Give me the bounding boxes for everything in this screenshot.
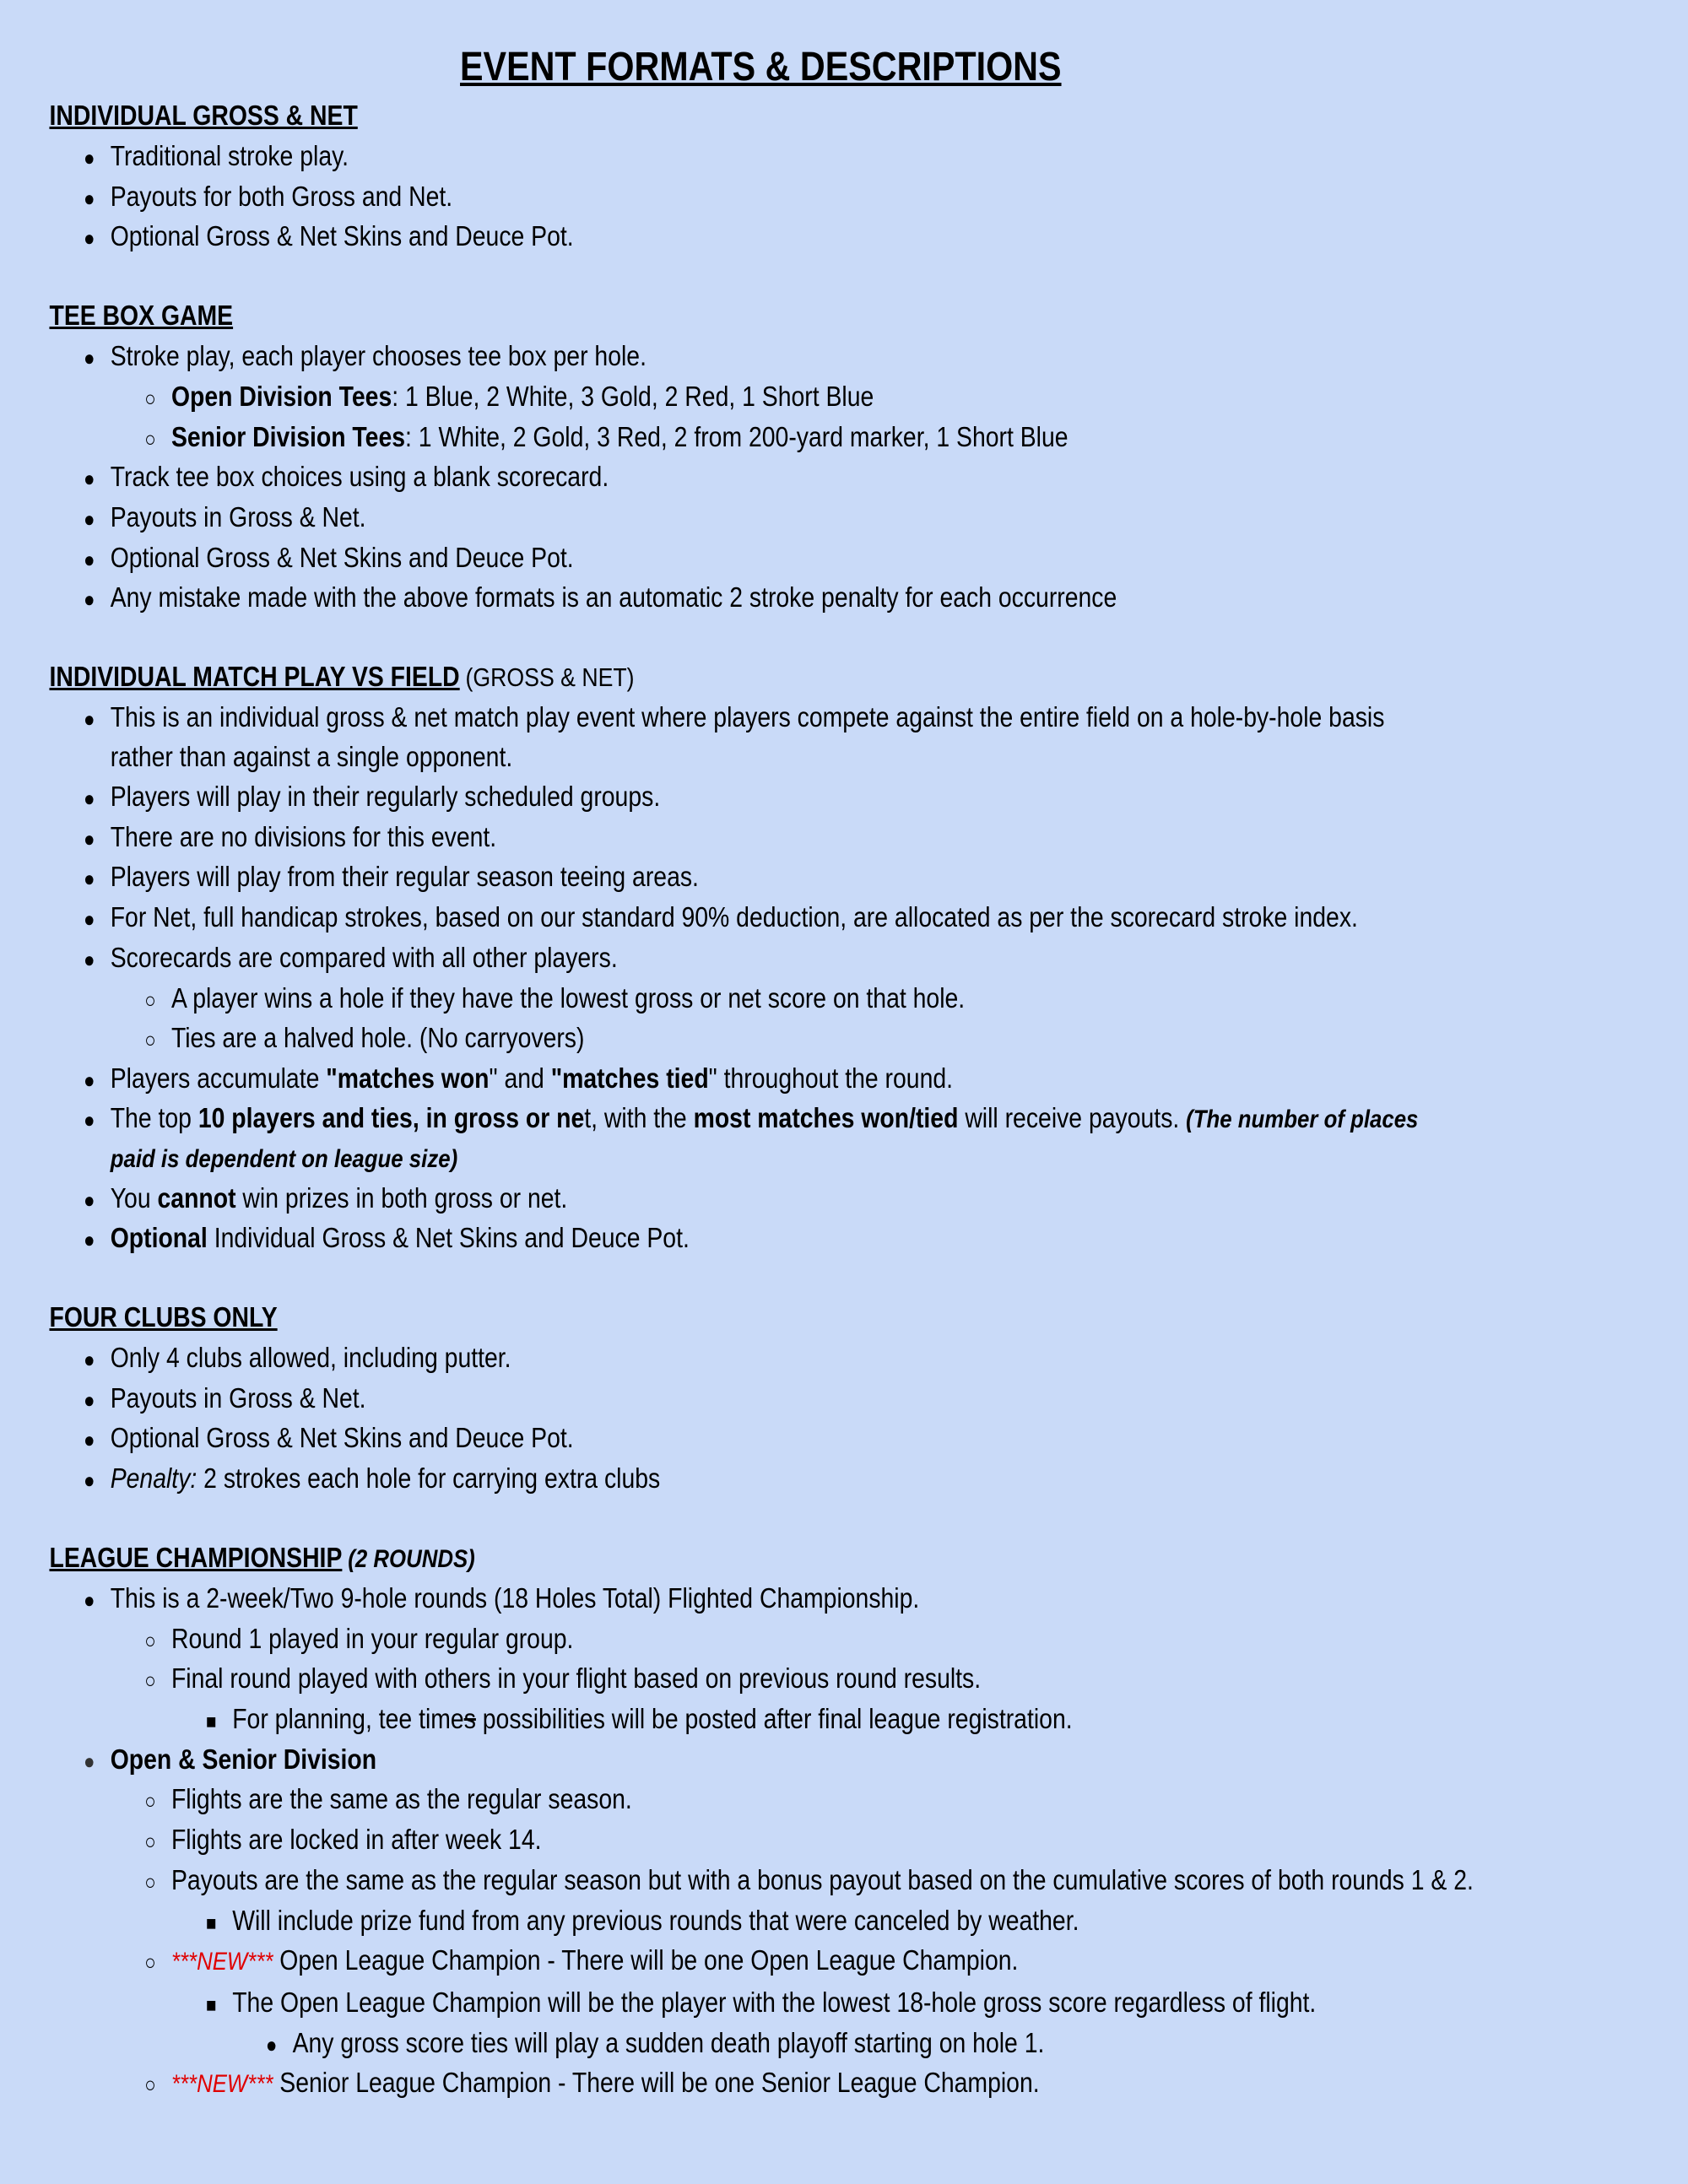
bullet-icon bbox=[78, 776, 100, 819]
bullet-icon bbox=[78, 1378, 100, 1421]
item-text: Payouts are the same as the regular season but with a bonus payout based on the cumulative scores of both rounds 1 & 2. bbox=[170, 1863, 1474, 1895]
list-item bbox=[49, 1739, 1631, 1780]
heading-text: INDIVIDUAL MATCH PLAY VS FIELD bbox=[49, 661, 460, 693]
item-emphasis: Open & Senior Division bbox=[110, 1743, 377, 1775]
circle-bullet-icon bbox=[139, 1819, 161, 1862]
list-item bbox=[49, 497, 1631, 538]
list-item bbox=[49, 1860, 1631, 1900]
item-text: Track tee box choices using a blank scorecard. bbox=[110, 461, 609, 493]
bullet-icon bbox=[78, 1739, 100, 1782]
item-text: Payouts in Gross & Net. bbox=[110, 1381, 366, 1414]
circle-bullet-icon bbox=[139, 417, 161, 460]
item-text: Traditional stroke play. bbox=[110, 140, 349, 171]
list-item bbox=[49, 1699, 1631, 1739]
bullet-list bbox=[49, 1338, 1631, 1499]
list-item bbox=[49, 1218, 1631, 1258]
square-bullet-icon bbox=[200, 1699, 222, 1743]
item-text: This is a 2-week/Two 9-hole rounds (18 Holes Total) Flighted Championship. bbox=[110, 1581, 920, 1614]
bullet-icon bbox=[78, 1178, 100, 1221]
section-heading bbox=[49, 1538, 1631, 1578]
bullet-icon bbox=[78, 577, 100, 620]
circle-bullet-icon bbox=[139, 1018, 161, 1061]
page-title: EVENT FORMATS & DESCRIPTIONS bbox=[460, 45, 1062, 89]
item-text: This is an individual gross & net match play event where players compete against the entire field on a hole-by-hole basis rather than against a single opponent. bbox=[110, 701, 1385, 773]
heading-text: TEE BOX GAME bbox=[49, 300, 234, 332]
item-text: " and bbox=[489, 1062, 551, 1094]
item-note: (The number of places paid is dependent on league size) bbox=[110, 1105, 1419, 1173]
bullet-list bbox=[49, 136, 1631, 257]
bullet-icon bbox=[78, 1578, 100, 1621]
bullet-list bbox=[49, 1578, 1631, 2105]
bullet-icon bbox=[78, 136, 100, 179]
bullet-icon bbox=[78, 176, 100, 219]
list-item bbox=[49, 776, 1631, 817]
bullet-icon bbox=[78, 336, 100, 379]
item-text: Round 1 played in your regular group. bbox=[170, 1622, 574, 1654]
item-text: Any mistake made with the above formats is an automatic 2 stroke penalty for each occurrence bbox=[110, 581, 1117, 614]
item-text: Optional Gross & Net Skins and Deuce Pot. bbox=[110, 1422, 574, 1454]
list-item bbox=[49, 938, 1631, 978]
bullet-icon bbox=[78, 497, 100, 540]
item-emphasis: cannot bbox=[157, 1181, 236, 1214]
section-heading bbox=[49, 1297, 1631, 1338]
item-text: Players will play from their regular season teeing areas. bbox=[110, 861, 699, 893]
circle-bullet-icon bbox=[139, 1779, 161, 1822]
list-item bbox=[49, 817, 1631, 857]
item-emphasis: "matches won bbox=[326, 1062, 490, 1094]
item-text: Payouts in Gross & Net. bbox=[110, 500, 366, 532]
item-text: Open League Champion - There will be one Open League Champion. bbox=[273, 1944, 1019, 1976]
item-text: win prizes in both gross or net. bbox=[235, 1181, 568, 1214]
list-item bbox=[49, 1058, 1631, 1099]
item-text: Players accumulate bbox=[110, 1062, 327, 1094]
new-badge: ***NEW*** bbox=[170, 1948, 273, 1976]
item-text: Players will play in their regularly scheduled groups. bbox=[110, 781, 661, 813]
list-item bbox=[49, 417, 1631, 457]
list-item bbox=[49, 2062, 1631, 2105]
section-four-clubs bbox=[49, 1297, 1631, 1499]
list-item bbox=[49, 697, 1446, 776]
square-bullet-icon bbox=[200, 1900, 222, 1944]
item-text: possibilities will be posted after final league registration. bbox=[475, 1702, 1073, 1734]
bullet-icon bbox=[78, 1458, 100, 1501]
circle-bullet-icon bbox=[139, 376, 161, 419]
list-item bbox=[49, 457, 1631, 497]
bullet-icon bbox=[78, 1338, 100, 1381]
section-individual-gross-net bbox=[49, 95, 1631, 257]
list-item bbox=[49, 1658, 1631, 1699]
section-league-championship bbox=[49, 1538, 1631, 2105]
list-item bbox=[49, 136, 1631, 176]
bullet-icon bbox=[78, 538, 100, 581]
item-text: Will include prize fund from any previous rounds that were canceled by weather. bbox=[232, 1904, 1079, 1936]
bullet-icon bbox=[78, 897, 100, 940]
item-text: Flights are locked in after week 14. bbox=[170, 1824, 542, 1856]
item-text: There are no divisions for this event. bbox=[110, 820, 497, 852]
list-item bbox=[49, 1982, 1631, 2023]
item-text: : 1 Blue, 2 White, 3 Gold, 2 Red, 1 Short Blue bbox=[392, 380, 874, 412]
item-text: : 1 White, 2 Gold, 3 Red, 2 from 200-yard marker, 1 Short Blue bbox=[405, 420, 1069, 452]
item-emphasis: "matches tied bbox=[550, 1062, 709, 1094]
item-text: Senior League Champion - There will be one Senior League Champion. bbox=[273, 2067, 1040, 2099]
item-text: Ties are a halved hole. (No carryovers) bbox=[170, 1022, 585, 1054]
list-item bbox=[49, 376, 1631, 417]
section-heading bbox=[49, 657, 1631, 697]
item-label: Senior Division Tees bbox=[170, 420, 406, 452]
item-emphasis: Optional bbox=[110, 1222, 208, 1254]
item-text: " throughout the round. bbox=[708, 1062, 954, 1094]
item-text: A player wins a hole if they have the lowest gross or net score on that hole. bbox=[170, 981, 966, 1014]
item-text: 2 strokes each hole for carrying extra clubs bbox=[197, 1462, 661, 1495]
bullet-icon bbox=[78, 1418, 100, 1461]
bullet-icon bbox=[78, 817, 100, 860]
item-text: You bbox=[110, 1181, 158, 1214]
list-item bbox=[49, 1418, 1631, 1458]
list-item bbox=[49, 1819, 1631, 1860]
section-heading bbox=[49, 295, 1631, 336]
bullet-icon bbox=[78, 1218, 100, 1261]
square-bullet-icon bbox=[200, 1982, 222, 2026]
new-badge: ***NEW*** bbox=[170, 2070, 273, 2099]
bullet-list bbox=[49, 336, 1631, 618]
item-text: Flights are the same as the regular season. bbox=[170, 1783, 632, 1815]
circle-bullet-icon bbox=[139, 2062, 161, 2106]
item-emphasis: most matches won/tied bbox=[693, 1101, 959, 1133]
heading-text: LEAGUE CHAMPIONSHIP bbox=[49, 1541, 343, 1573]
circle-bullet-icon bbox=[139, 1860, 161, 1903]
heading-text: INDIVIDUAL GROSS & NET bbox=[49, 100, 358, 131]
circle-bullet-icon bbox=[139, 1619, 161, 1662]
item-strikethrough: s bbox=[463, 1702, 476, 1734]
item-text: For planning, tee time bbox=[232, 1702, 464, 1734]
list-item bbox=[49, 1900, 1631, 1941]
list-item bbox=[49, 1018, 1631, 1058]
list-item bbox=[49, 176, 1631, 217]
item-text: Optional Gross & Net Skins and Deuce Pot. bbox=[110, 541, 574, 573]
section-match-play bbox=[49, 657, 1631, 1258]
list-item bbox=[49, 1378, 1631, 1419]
item-text: Only 4 clubs allowed, including putter. bbox=[110, 1342, 511, 1374]
list-item bbox=[49, 1578, 1631, 1619]
bullet-icon bbox=[78, 457, 100, 500]
heading-subtitle: (GROSS & NET) bbox=[465, 662, 635, 693]
item-text: Final round played with others in your flight based on previous round results. bbox=[170, 1662, 982, 1695]
bullet-icon bbox=[78, 857, 100, 900]
item-text: will receive payouts. bbox=[958, 1101, 1187, 1133]
list-item bbox=[49, 1099, 1446, 1178]
list-item bbox=[49, 538, 1631, 578]
list-item bbox=[49, 1458, 1631, 1499]
bullet-icon bbox=[78, 1099, 100, 1139]
bullet-icon bbox=[78, 216, 100, 259]
circle-bullet-icon bbox=[139, 1940, 161, 1983]
item-text: For Net, full handicap strokes, based on our standard 90% deduction, are allocated as per the scorecard stroke index. bbox=[110, 901, 1358, 933]
item-text: Scorecards are compared with all other players. bbox=[110, 941, 618, 973]
bullet-icon bbox=[78, 938, 100, 981]
document-content bbox=[49, 44, 1631, 2143]
list-item bbox=[49, 2023, 1631, 2063]
item-emphasis: 10 players and ties, in gross or ne bbox=[197, 1101, 585, 1133]
heading-subtitle: (2 ROUNDS) bbox=[348, 1544, 475, 1573]
item-label: Penalty: bbox=[110, 1462, 197, 1495]
item-text: Stroke play, each player chooses tee box per hole. bbox=[110, 340, 647, 372]
bullet-icon bbox=[78, 1058, 100, 1101]
section-heading bbox=[49, 95, 1631, 136]
circle-bullet-icon bbox=[139, 978, 161, 1021]
bullet-icon bbox=[261, 2023, 283, 2066]
list-item bbox=[49, 1779, 1631, 1819]
list-item bbox=[49, 1178, 1631, 1219]
list-item bbox=[49, 897, 1631, 938]
list-item bbox=[49, 1940, 1631, 1982]
item-text: t, with the bbox=[584, 1101, 694, 1133]
bullet-icon bbox=[78, 697, 100, 739]
item-text: The top bbox=[110, 1101, 198, 1133]
bullet-list bbox=[49, 697, 1631, 1258]
item-label: Open Division Tees bbox=[170, 380, 392, 412]
list-item bbox=[49, 216, 1631, 257]
list-item bbox=[49, 577, 1631, 618]
circle-bullet-icon bbox=[139, 1658, 161, 1701]
item-text: Individual Gross & Net Skins and Deuce Pot. bbox=[207, 1222, 690, 1254]
item-text: The Open League Champion will be the player with the lowest 18-hole gross score regardless of flight. bbox=[232, 1986, 1317, 2018]
item-text: Any gross score ties will play a sudden death playoff starting on hole 1. bbox=[292, 2026, 1045, 2058]
heading-text: FOUR CLUBS ONLY bbox=[49, 1301, 278, 1333]
list-item bbox=[49, 857, 1631, 897]
item-text: Payouts for both Gross and Net. bbox=[110, 180, 453, 212]
list-item bbox=[49, 1338, 1631, 1378]
section-tee-box-game bbox=[49, 295, 1631, 618]
item-text: Optional Gross & Net Skins and Deuce Pot. bbox=[110, 220, 574, 252]
list-item bbox=[49, 1619, 1631, 1659]
list-item bbox=[49, 336, 1631, 376]
list-item bbox=[49, 978, 1631, 1019]
